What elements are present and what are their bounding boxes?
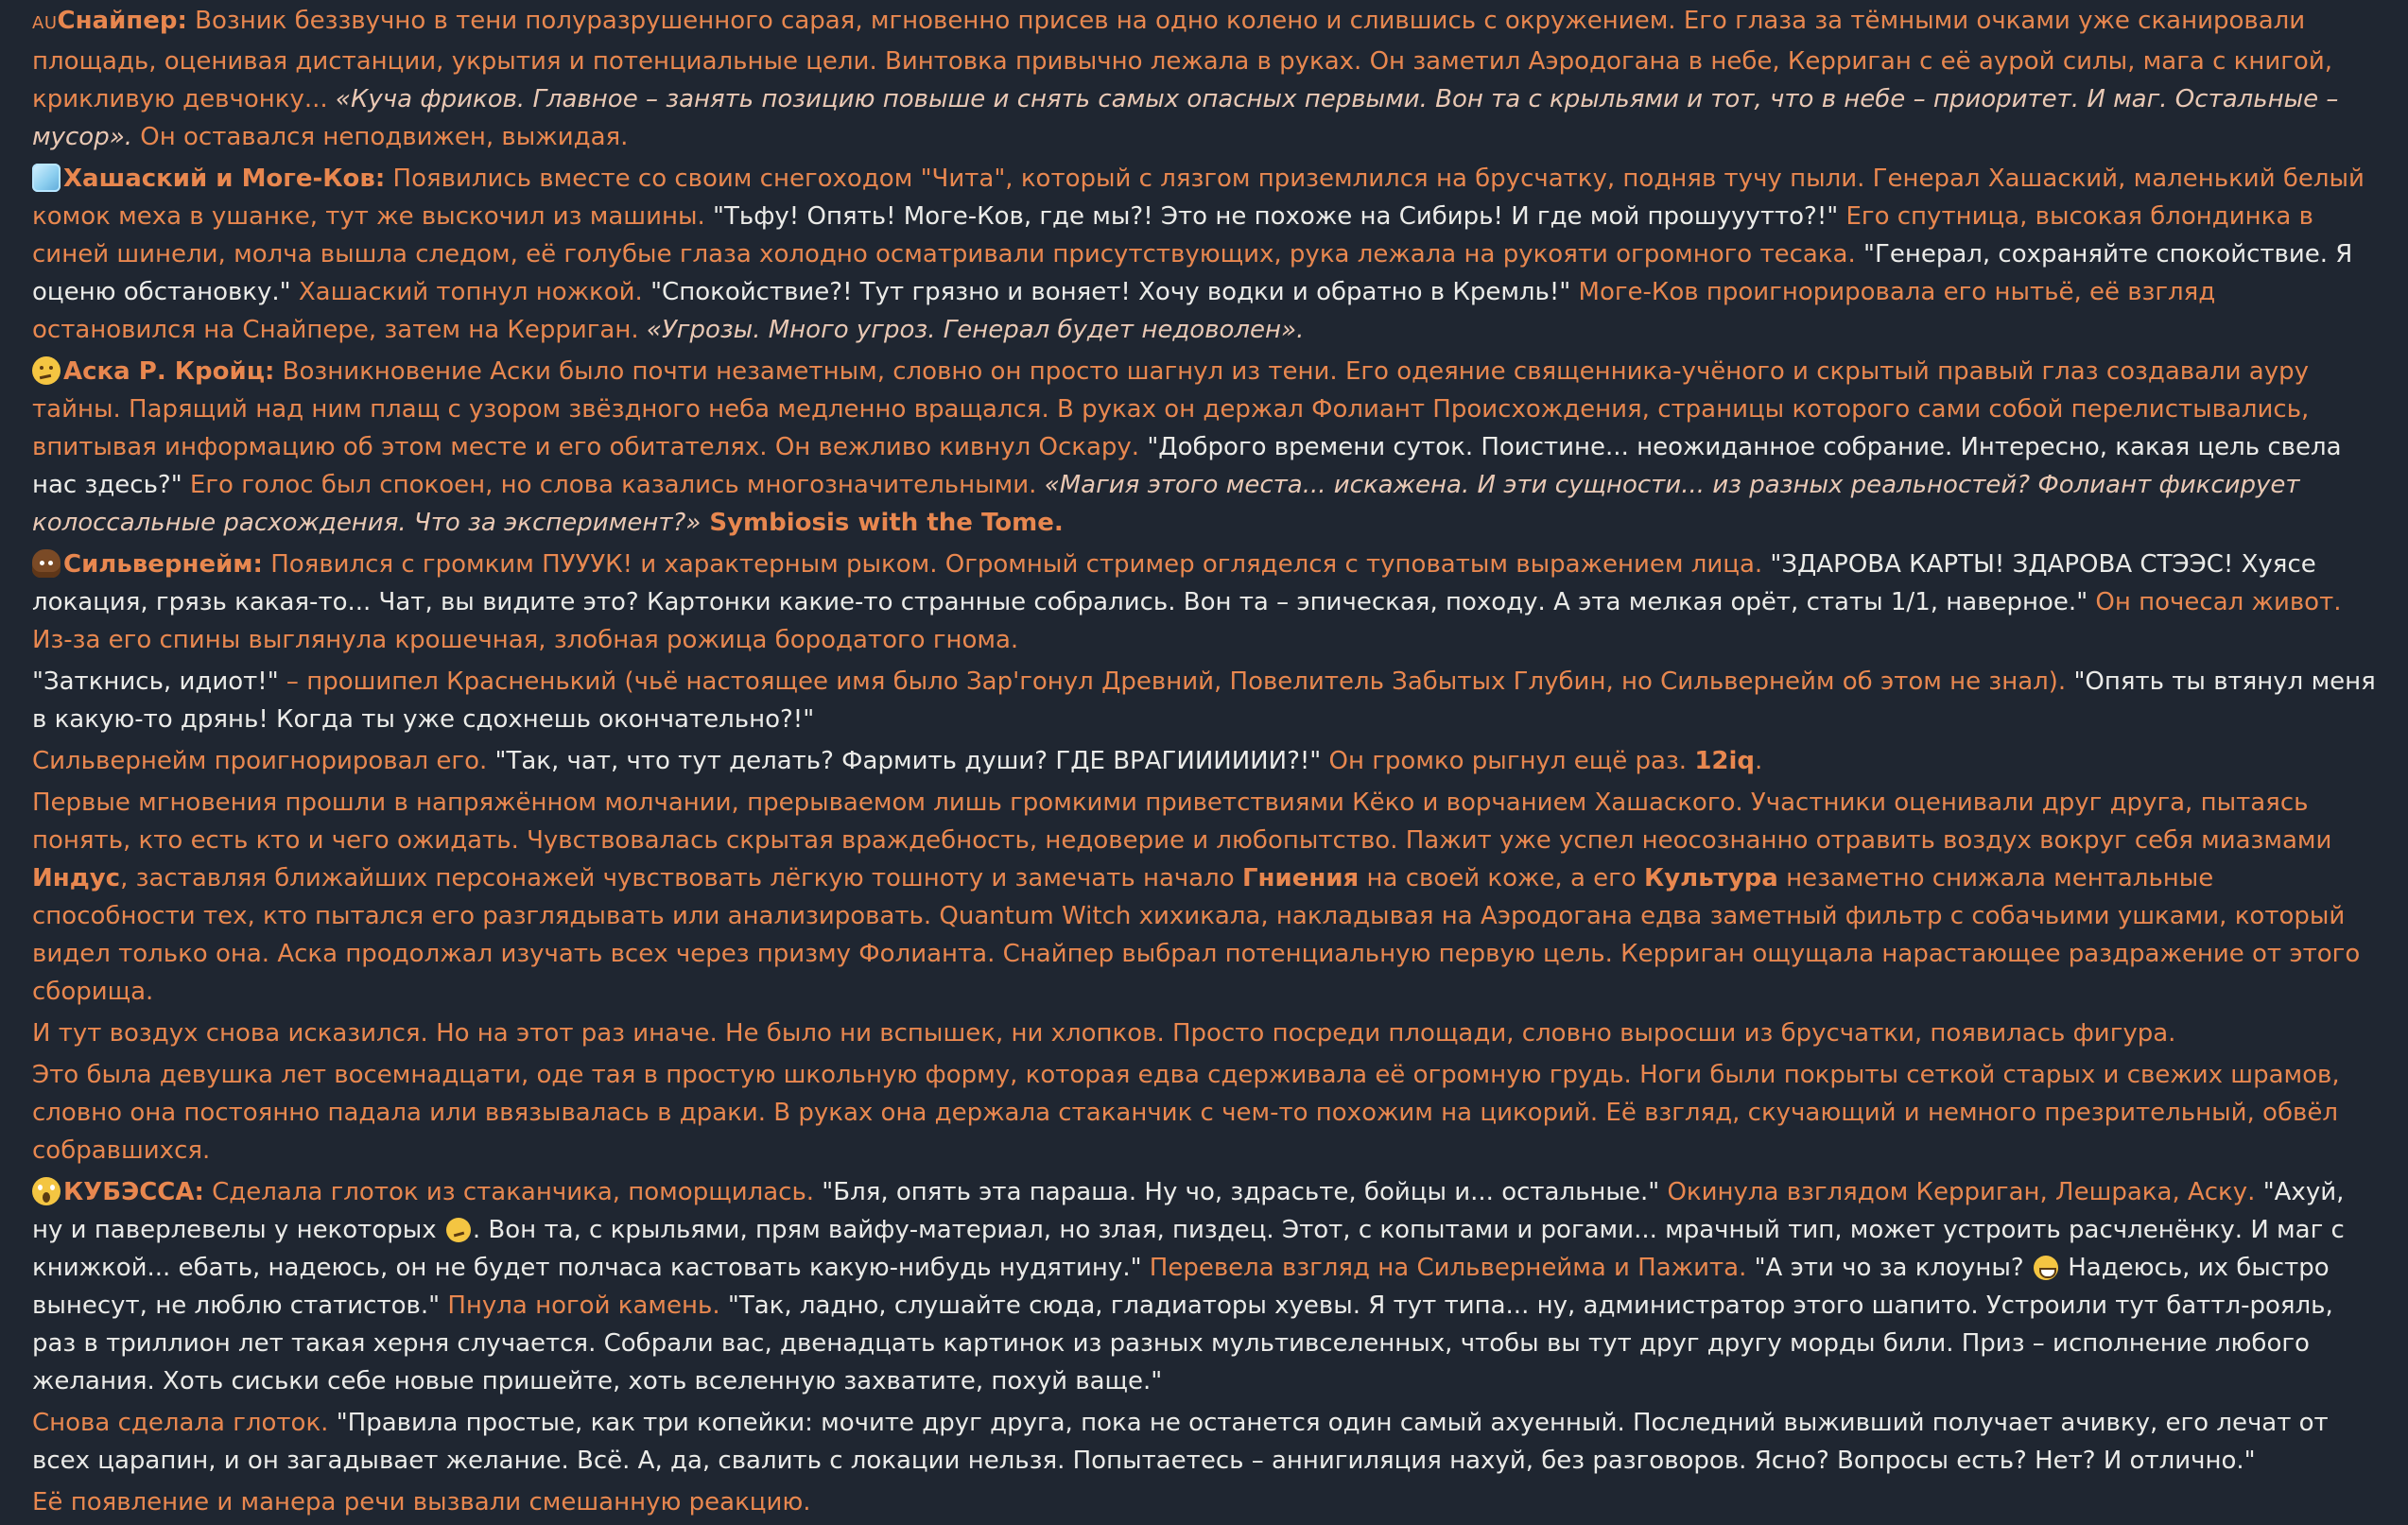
character-name: Аска Р. Кройц: bbox=[63, 357, 275, 386]
dialogue: "Опять ты втянул меня в какую-то дрянь! Когда ты уже сдохнешь окончательно?!" bbox=[32, 667, 2376, 734]
dialogue: "Бля, опять эта параша. Ну чо, здрасьте, бойцы и... остальные." bbox=[822, 1178, 1660, 1206]
paragraph-hashasky bbox=[32, 160, 2379, 349]
narration: Его голос был спокоен, но слова казались многозначительными. bbox=[182, 471, 1045, 499]
ability-name: Культура bbox=[1643, 864, 1778, 892]
narration: Перевела взгляд на Сильвернейма и Пажита. bbox=[1141, 1254, 1755, 1282]
narration: Возник беззвучно в тени полуразрушенного сарая, мгновенно присев на одно колено и слившись с окружением. Его глаза за тёмными очками уже сканировали площадь, оценивая дистанции, укрытия и потенциальные цели. Винтовка привычно лежала в руках. Он заметил Аэродогана в небе, Керриган с её аурой силы, мага с книгой, крикливую девчонку... bbox=[32, 7, 2332, 113]
au-tag: AU bbox=[32, 13, 58, 33]
dialogue: Надеюсь, их быстро вынесут, не люблю статистов." bbox=[32, 1254, 2330, 1320]
paragraph-silvername-2 bbox=[32, 742, 2379, 780]
narration: Окинула взглядом Керриган, Лешрака, Аску. bbox=[1659, 1178, 2263, 1206]
narration: Моге-Ков проигнорировала его нытьё, её взгляд остановился на Снайпере, затем на Керриган. bbox=[32, 278, 2216, 344]
dialogue: "Так, чат, что тут делать? Фармить души? ГДЕ ВРАГИИИИИИ?!" bbox=[494, 747, 1322, 775]
dialogue: "Спокойствие?! Тут грязно и воняет! Хочу водки и обратно в Кремль!" bbox=[650, 278, 1571, 306]
dialogue: "ЗДАРОВА КАРТЫ! ЗДАРОВА СТЭЭС! Хуясе локация, грязь какая-то... Чат, вы видите это? Картонки какие-то странные собрались. Вон та – эпическая, походу. А эта мелкая орёт, статы 1/1, наверное." bbox=[32, 550, 2316, 616]
pile-of-poo-icon bbox=[32, 549, 61, 578]
paragraph-rules bbox=[32, 1404, 2379, 1480]
dialogue: "Так, ладно, слушайте сюда, гладиаторы хуевы. Я тут типа... ну, администратор этого шапито. Устроили тут баттл-рояль, раз в триллион лет такая херня случается. Собрали вас, двенадцать картинок из разных мультивселенных, чтобы вы тут друг другу морды били. Приз – исполнение любого желания. Хоть сиськи себе новые пришейте, хоть вселенную захватите, похуй ваще." bbox=[32, 1291, 2333, 1395]
dialogue: "Доброго времени суток. Поистине... неожиданное собрание. Интересно, какая цель свела нас здесь?" bbox=[32, 433, 2342, 499]
narration: Снова сделала глоток. bbox=[32, 1409, 337, 1437]
narration: на своей коже, а его bbox=[1359, 864, 1644, 892]
narration: Возникновение Аски было почти незаметным, словно он просто шагнул из тени. Его одеяние священника-учёного и скрытый правый глаз создавали ауру тайны. Парящий над ним плащ с узором звёздного неба медленно вращался. В руках он держал Фолиант Происхождения, страницы которого сами собой перелистывались, впитывая информацию об этом месте и его обитателях. Он вежливо кивнул Оскару. bbox=[32, 357, 2310, 461]
narration: Он громко рыгнул ещё раз. bbox=[1321, 747, 1695, 775]
dialogue: "Правила простые, как три копейки: мочите друг друга, пока не останется один самый ахуенный. Последний выживший получает ачивку, его лечат от всех царапин, и он загадывает желание. Всё. А, да, свалить с локации нельзя. Попытаетесь – аннигиляция нахуй, без разговоров. Ясно? Вопросы есть? Нет? И отлично." bbox=[32, 1409, 2329, 1475]
narration: Он почесал живот. Из-за его спины выглянула крошечная, злобная рожица бородатого гнома. bbox=[32, 588, 2342, 654]
narration: Первые мгновения прошли в напряжённом молчании, прерываемом лишь громкими приветствиями Кёко и ворчанием Хашаского. Участники оценивали друг друга, пытаясь понять, кто есть кто и чего ожидать. Чувствовалась скрытая враждебность, недоверие и любопытство. Пажит уже успел неосознанно отравить воздух вокруг себя миазмами bbox=[32, 788, 2332, 855]
inner-thought: «Угрозы. Много угроз. Генерал будет недоволен». bbox=[646, 316, 1305, 344]
inner-thought: «Куча фриков. Главное – занять позицию повыше и снять самых опасных первыми. Вон та с крыльями и тот, что в небе – приоритет. И маг. Остальные – мусор». bbox=[32, 85, 2339, 151]
ability-name: Symbiosis with the Tome. bbox=[701, 509, 1064, 537]
narration: – прошипел Красненький (чьё настоящее имя было Зар'гонул Древний, Повелитель Забытых Глубин, но Сильвернейм об этом не знал). bbox=[278, 667, 2074, 696]
narration: Он оставался неподвижен, выжидая. bbox=[132, 123, 629, 151]
paragraph-first-moments bbox=[32, 784, 2379, 1011]
narration: незаметно снижала ментальные способности тех, кто пытался его разглядывать или анализировать. Quantum Witch хихикала, накладывая на Аэродогана едва заметный фильтр с собачьими ушками, который видел только она. Аска продолжал изучать всех через призму Фолианта. Снайпер выбрал потенциальную первую цель. Керриган ощущала нарастающее раздражение от этого сборища. bbox=[32, 864, 2361, 1006]
ability-name: 12iq bbox=[1694, 747, 1756, 775]
narration: Сделала глоток из стаканчика, поморщилась. bbox=[203, 1178, 823, 1206]
dialogue: "Генерал, сохраняйте спокойствие. Я оценю обстановку." bbox=[32, 240, 2353, 306]
character-name: КУБЭССА: bbox=[63, 1178, 204, 1206]
narration: Появились вместе со своим снегоходом "Чита", который с лязгом приземлился на брусчатку, подняв тучу пыли. Генерал Хашаский, маленький белый комок меха в ушанке, тут же выскочил из машины. bbox=[32, 165, 2365, 231]
inner-thought: «Магия этого места... искажена. И эти сущности... из разных реальностей? Фолиант фиксирует колоссальные расхождения. Что за эксперимент?» bbox=[32, 471, 2300, 537]
paragraph-air-distorted bbox=[32, 1014, 2379, 1052]
narration: Её появление и манера речи вызвали смешанную реакцию. bbox=[32, 1488, 811, 1516]
paragraph-aska bbox=[32, 353, 2379, 542]
narration: . bbox=[1755, 747, 1763, 775]
dialogue: "Ахуй, ну и паверлевелы у некоторых bbox=[32, 1178, 2345, 1244]
ability-name: Гниения bbox=[1241, 864, 1360, 892]
narration: , заставляя ближайших персонажей чувствовать лёгкую тошноту и замечать начало bbox=[120, 864, 1242, 892]
narration: И тут воздух снова исказился. Но на этот раз иначе. Не было ни вспышек, ни хлопков. Просто посреди площади, словно выросши из брусчатки, появилась фигура. bbox=[32, 1019, 2176, 1048]
ice-cube-icon bbox=[32, 164, 61, 192]
grinning-face-icon bbox=[2034, 1256, 2058, 1280]
dialogue: "А эти чо за клоуны? bbox=[1754, 1254, 2032, 1282]
screaming-face-icon bbox=[32, 1177, 61, 1205]
paragraph-reaction bbox=[32, 1483, 2379, 1521]
dialogue: "Заткнись, идиот!" bbox=[32, 667, 279, 696]
thinking-face-icon bbox=[32, 356, 61, 385]
narration: Сильвернейм проигнорировал его. bbox=[32, 747, 495, 775]
paragraph-silvername bbox=[32, 546, 2379, 659]
paragraph-krasnenky bbox=[32, 663, 2379, 738]
narration: Пнула ногой камень. bbox=[440, 1291, 728, 1320]
character-name: Снайпер: bbox=[57, 7, 187, 35]
narration: Появился с громким ПУУУК! и характерным рыком. Огромный стример огляделся с туповатым выражением лица. bbox=[262, 550, 1771, 579]
character-name: Сильвернейм: bbox=[63, 550, 263, 579]
narration: Хашаский топнул ножкой. bbox=[290, 278, 651, 306]
paragraph-kubessa bbox=[32, 1173, 2379, 1400]
smirking-face-icon bbox=[446, 1218, 471, 1242]
paragraph-sniper bbox=[32, 2, 2379, 156]
paragraph-girl-description bbox=[32, 1056, 2379, 1170]
narration: Его спутница, высокая блондинка в синей шинели, молча вышла следом, её голубые глаза холодно осматривали присутствующих, рука лежала на рукояти огромного тесака. bbox=[32, 202, 2313, 269]
dialogue: "Тьфу! Опять! Моге-Ков, где мы?! Это не похоже на Сибирь! И где мой прошууутто?!" bbox=[713, 202, 1839, 231]
narration: Это была девушка лет восемнадцати, оде тая в простую школьную форму, которая едва сдерживала её огромную грудь. Ноги были покрыты сеткой старых и свежих шрамов, словно она постоянно падала или ввязывалась в драки. В руках она держала стаканчик с чем-то похожим на цикорий. Её взгляд, скучающий и немного презрительный, обвёл собравшихся. bbox=[32, 1061, 2340, 1165]
ability-name: Индус bbox=[32, 864, 121, 892]
character-name: Хашаский и Моге-Ков: bbox=[63, 165, 386, 193]
dialogue: . Вон та, с крыльями, прям вайфу-материал, но злая, пиздец. Этот, с копытами и рогами... мрачный тип, может устроить расчленёнку. И маг с книжкой... ебать, надеюсь, он не будет полчаса кастовать какую-нибудь нудятину." bbox=[32, 1216, 2345, 1282]
chat-message-body bbox=[32, 2, 2379, 1525]
